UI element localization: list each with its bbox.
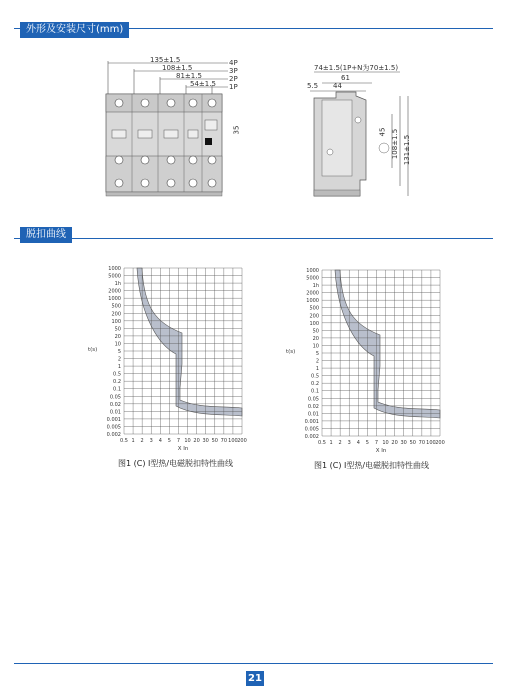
y-tick-label: 10 (114, 341, 121, 348)
x-tick-label: 10 (184, 438, 191, 444)
section-header-dimensions: 外形及安装尺寸(mm) (20, 22, 129, 38)
y-tick-label: 0.002 (106, 432, 121, 438)
dim-108: 108±1.5 (162, 64, 193, 72)
x-tick-label: 0.5 (120, 438, 128, 444)
x-tick-label: 3 (149, 438, 153, 444)
x-axis-label: X In (177, 446, 189, 452)
pole-2p: 2P (229, 75, 238, 83)
y-tick-label: 2000 (306, 290, 319, 297)
side-view-svg (300, 56, 430, 206)
y-tick-label: 1 (315, 366, 319, 373)
side-dim-44: 44 (333, 82, 342, 90)
section2-rule (14, 238, 493, 239)
page-number: 21 (246, 671, 264, 686)
x-tick-label: 10 (382, 440, 389, 446)
y-tick-label: 1 (117, 364, 121, 371)
y-tick-label: 2 (315, 358, 319, 365)
side-dim-108: 108±1.5 (391, 128, 400, 160)
x-tick-label: 30 (400, 440, 407, 446)
side-view-drawing (300, 56, 430, 206)
x-tick-label: 5 (365, 440, 369, 446)
y-tick-label: 100 (111, 318, 121, 325)
x-tick-label: 5 (167, 438, 171, 444)
y-tick-label: 1000 (306, 268, 319, 274)
footer-rule (14, 663, 493, 664)
pole-4p: 4P (229, 59, 238, 67)
y-tick-label: 0.05 (109, 394, 121, 401)
dim-54: 54±1.5 (190, 80, 216, 88)
y-tick-label: 5000 (108, 273, 121, 280)
x-tick-label: 2 (338, 440, 342, 446)
y-tick-label: 1000 (108, 266, 121, 272)
y-tick-label: 500 (309, 305, 319, 312)
side-dim-45: 45 (378, 127, 387, 137)
pole-1p: 1P (229, 83, 238, 91)
y-tick-label: 0.1 (311, 388, 319, 395)
dim-135: 135±1.5 (150, 56, 181, 64)
x-tick-label: 20 (193, 438, 200, 444)
x-tick-label: 2 (140, 438, 144, 444)
x-tick-label: 50 (211, 438, 218, 444)
trip-band (137, 268, 242, 416)
y-tick-label: 5 (315, 351, 319, 357)
y-tick-label: 1h (114, 281, 121, 288)
x-tick-label: 70 (220, 438, 228, 444)
side-dim-61: 61 (341, 74, 350, 82)
y-tick-label: 0.002 (304, 434, 319, 440)
y-tick-label: 0.2 (311, 381, 319, 388)
y-axis-label: t(s) (286, 349, 296, 355)
x-tick-label: 7 (374, 440, 379, 446)
x-axis-label: X In (375, 448, 387, 454)
y-tick-label: 200 (111, 311, 121, 318)
y-tick-label: 0.02 (109, 401, 121, 408)
y-tick-label: 0.01 (307, 411, 319, 418)
y-tick-label: 5000 (306, 275, 319, 282)
y-tick-label: 20 (114, 333, 121, 340)
dim-35: 35 (232, 125, 241, 135)
y-axis-label: t(s) (88, 347, 98, 353)
x-tick-label: 100 (426, 440, 436, 446)
curve1-caption: 图1 (C) Ⅰ型热/电磁脱扣特性曲线 (118, 459, 234, 468)
x-tick-label: 100 (228, 438, 238, 444)
y-tick-label: 0.5 (113, 371, 121, 378)
y-tick-label: 0.5 (311, 373, 319, 380)
trip-curve-chart-2 (278, 266, 448, 456)
dim-81: 81±1.5 (176, 72, 202, 80)
y-tick-label: 100 (309, 320, 319, 327)
x-tick-label: 7 (176, 438, 181, 444)
y-tick-label: 10 (312, 343, 319, 350)
y-tick-label: 0.05 (307, 396, 319, 403)
y-tick-label: 1000 (306, 298, 319, 305)
side-dim-131: 131±1.5 (403, 134, 412, 166)
x-tick-label: 50 (409, 440, 416, 446)
y-tick-label: 0.01 (109, 409, 121, 416)
y-tick-label: 20 (312, 335, 319, 342)
y-tick-label: 0.001 (304, 418, 319, 425)
y-tick-label: 5 (117, 349, 121, 355)
section-header-trip-curve: 脱扣曲线 (20, 227, 72, 243)
trip-band (335, 270, 440, 418)
y-tick-label: 0.02 (307, 403, 319, 410)
y-tick-label: 0.2 (113, 379, 121, 386)
front-view-drawing (100, 56, 250, 206)
y-tick-label: 500 (111, 303, 121, 310)
y-tick-label: 50 (312, 328, 319, 335)
x-tick-label: 200 (237, 438, 247, 444)
pole-3p: 3P (229, 67, 238, 75)
x-tick-label: 4 (158, 438, 162, 444)
x-tick-label: 3 (347, 440, 351, 446)
x-tick-label: 70 (418, 440, 426, 446)
x-tick-label: 4 (356, 440, 360, 446)
x-tick-label: 0.5 (318, 440, 326, 446)
trip-curve-svg-2 (278, 266, 448, 456)
y-tick-label: 0.005 (304, 426, 319, 433)
y-tick-label: 2 (117, 356, 121, 363)
curve2-caption: 图1 (C) Ⅰ型热/电磁脱扣特性曲线 (314, 461, 430, 470)
y-tick-label: 2000 (108, 288, 121, 295)
x-tick-label: 200 (435, 440, 445, 446)
x-tick-label: 1 (329, 440, 333, 446)
front-view-svg (100, 56, 250, 206)
y-tick-label: 0.005 (106, 424, 121, 431)
y-tick-label: 0.001 (106, 416, 121, 423)
side-dim-74: 74±1.5(1P+N为70±1.5) (314, 64, 399, 72)
x-tick-label: 20 (391, 440, 398, 446)
y-tick-label: 0.1 (113, 386, 121, 393)
y-tick-label: 200 (309, 313, 319, 320)
trip-curve-svg-1 (80, 264, 250, 454)
y-tick-label: 50 (114, 326, 121, 333)
x-tick-label: 1 (131, 438, 135, 444)
y-tick-label: 1h (312, 283, 319, 290)
x-tick-label: 30 (202, 438, 209, 444)
trip-curve-chart-1 (80, 264, 250, 454)
y-tick-label: 1000 (108, 296, 121, 303)
side-dim-5-5: 5.5 (307, 82, 319, 90)
